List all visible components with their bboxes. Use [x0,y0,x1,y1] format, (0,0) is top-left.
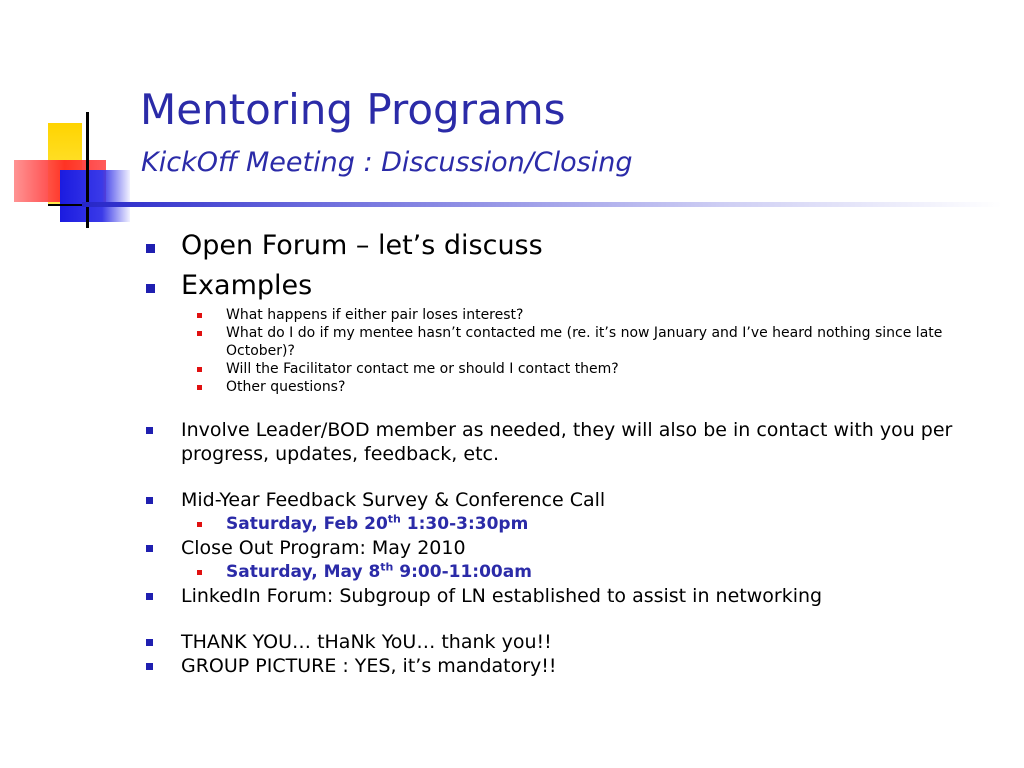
logo-vertical-line [86,112,89,228]
bullet-midyear-survey: Mid-Year Feedback Survey & Conference Call [140,488,1000,512]
sub-bullet-midyear-date: Saturday, Feb 20th 1:30-3:30pm [140,512,1000,536]
sub-bullet-example-1: What happens if either pair loses interest? [140,306,1000,324]
slide-title: Mentoring Programs [140,85,566,134]
bullet-examples: Examples [140,266,1000,306]
bullet-group-picture: GROUP PICTURE : YES, it’s mandatory!! [140,654,1000,678]
title-underline-rule [82,202,1002,207]
sub-bullet-square-icon [197,313,202,318]
bullet-square-icon [146,284,155,293]
sub-bullet-example-4: Other questions? [140,378,1000,396]
bullet-linkedin-forum: LinkedIn Forum: Subgroup of LN established to assist in networking [140,584,1000,608]
sub-bullet-closeout-date: Saturday, May 8th 9:00-11:00am [140,560,1000,584]
bullet-square-icon [146,545,153,552]
bullet-involve-leader: Involve Leader/BOD member as needed, they will also be in contact with you per progress, updates, feedback, etc. [140,418,1000,466]
sub-bullet-square-icon [197,570,202,575]
logo-blue-square [60,170,130,222]
sub-bullet-square-icon [197,522,202,527]
sub-bullet-square-icon [197,331,202,336]
bullet-open-forum: Open Forum – let’s discuss [140,226,1000,266]
sub-bullet-example-3: Will the Facilitator contact me or should I contact them? [140,360,1000,378]
bullet-square-icon [146,663,153,670]
bullet-square-icon [146,639,153,646]
sub-bullet-example-2: What do I do if my mentee hasn’t contacted me (re. it’s now January and I’ve heard nothing since late October)? [140,324,1000,360]
sub-bullet-square-icon [197,367,202,372]
sub-bullet-square-icon [197,385,202,390]
bullet-thank-you: THANK YOU… tHaNk YoU… thank you!! [140,630,1000,654]
bullet-square-icon [146,593,153,600]
bullet-square-icon [146,427,153,434]
slide-subtitle: KickOff Meeting : Discussion/Closing [141,147,633,178]
bullet-closeout-program: Close Out Program: May 2010 [140,536,1000,560]
bullet-square-icon [146,497,153,504]
slide-body [140,226,1000,678]
bullet-square-icon [146,244,155,253]
